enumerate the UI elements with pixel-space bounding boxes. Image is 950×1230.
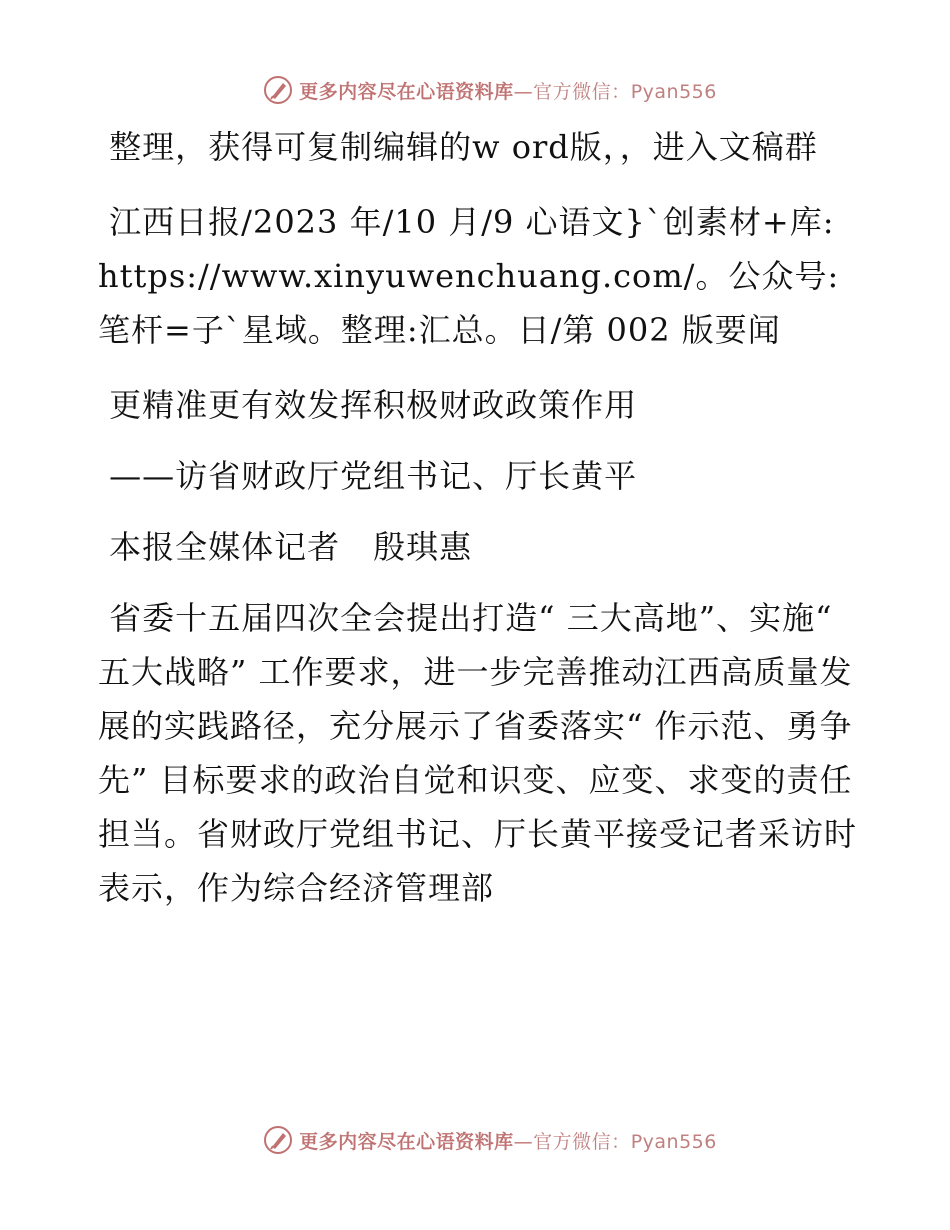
- article-byline: 本报全媒体记者 殷琪惠: [98, 528, 473, 566]
- watermark-wechat-label: 官方微信：: [533, 1130, 631, 1153]
- watermark-banner: [263, 1125, 717, 1155]
- watermark-banner: [263, 75, 717, 105]
- quill-pen-icon: [263, 1125, 293, 1155]
- watermark-wechat-label: 官方微信：: [533, 80, 631, 103]
- watermark-site-text: 更多内容尽在心语资料库: [299, 1130, 514, 1153]
- watermark-text: [299, 77, 717, 104]
- watermark-wechat-id: Pyan556: [630, 1130, 717, 1153]
- watermark-dash: —: [513, 1130, 534, 1153]
- document-body: [98, 120, 858, 936]
- intro-paragraph: 整理，获得可复制编辑的w ord版，，进入文稿群: [98, 128, 818, 166]
- watermark-dash: —: [513, 80, 534, 103]
- body-paragraph: 省委十五届四次全会提出打造“ 三大高地”、实施“ 五大战略” 工作要求，进一步完善推动江西高质量发展的实践路径，充分展示了省委落实“ 作示范、勇争先” 目标要求的政治自觉和识变、应变、求变的责任担当。省财政厅党组书记、厅长黄平接受记者采访时表示，作为综合经济管理部: [98, 599, 858, 907]
- watermark-header: [0, 70, 950, 110]
- watermark-site-text: 更多内容尽在心语资料库: [299, 80, 514, 103]
- article-subtitle: ——访省财政厅党组书记、厅长黄平: [98, 457, 638, 495]
- watermark-wechat-id: Pyan556: [630, 80, 717, 103]
- source-paragraph: 江西日报/2023 年/10 月/9 心语文}`创素材+库: https://www.xinyuwenchuang.com/。公众号: 笔杆=子`星域。整理:汇总。日/第 002 版要闻: [98, 203, 851, 349]
- quill-pen-icon: [263, 75, 293, 105]
- watermark-footer: [0, 1120, 950, 1160]
- watermark-text: [299, 1127, 717, 1154]
- article-title: 更精准更有效发挥积极财政政策作用: [98, 386, 638, 424]
